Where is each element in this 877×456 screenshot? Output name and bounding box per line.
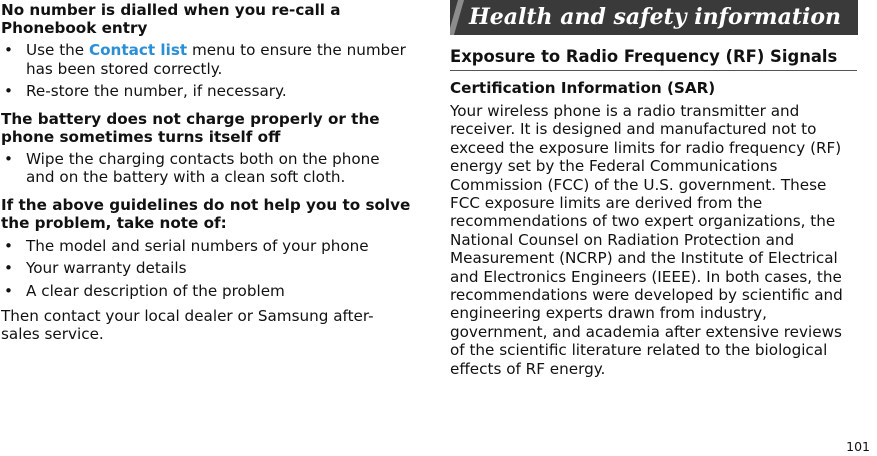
troubleshooting-heading-battery: The battery does not charge properly or the phone sometimes turns itself off	[1, 109, 380, 146]
banner-stripe-decoration	[450, 0, 464, 35]
bullet-list-battery	[1, 150, 411, 187]
list-item: • Your warranty details	[1, 259, 411, 278]
list-item: • Wipe the charging contacts both on the phone and on the battery with a clean soft cloth.	[1, 150, 411, 187]
list-item: • The model and serial numbers of your phone	[1, 237, 411, 256]
bullet-list-note	[1, 237, 411, 301]
section-banner	[450, 0, 858, 35]
section-divider	[450, 70, 857, 71]
body-paragraph: Your wireless phone is a radio transmitter and receiver. It is designed and manufactured not to exceed the exposure limits for radio frequency (RF) energy set by the Federal Communications Commission (FCC) of the U.S. government. These FCC exposure limits are derived from the recommendations of two expert organizations, the National Counsel on Radiation Protection and Measurement (NCRP) and the Institute of Electrical and Electronics Engineers (IEEE). In both cases, the recommendations were developed by scientific and engineering experts drawn from industry, government, and academia after extensive reviews of the scientific literature related to the biological effects of RF energy.	[450, 102, 843, 378]
section-title: Exposure to Radio Frequency (RF) Signals	[450, 47, 838, 66]
bullet-list-recall	[1, 41, 411, 101]
list-item: • Re-store the number, if necessary.	[1, 82, 411, 101]
list-item: • Use the Contact list menu to ensure the number has been stored correctly.	[1, 41, 411, 78]
troubleshooting-heading-note: If the above guidelines do not help you to solve the problem, take note of:	[1, 195, 411, 232]
page-number: 101	[846, 439, 870, 454]
list-item: • A clear description of the problem	[1, 282, 411, 301]
troubleshooting-heading-recall: No number is dialled when you re-call a Phonebook entry	[1, 1, 341, 37]
subsection-title: Certification Information (SAR)	[450, 79, 716, 97]
contact-list-link[interactable]: Contact list	[88, 41, 188, 59]
troubleshooting-column	[1, 0, 411, 343]
closing-paragraph: Then contact your local dealer or Samsung after-sales service.	[1, 307, 374, 343]
banner-title: Health and safety information	[469, 4, 842, 30]
